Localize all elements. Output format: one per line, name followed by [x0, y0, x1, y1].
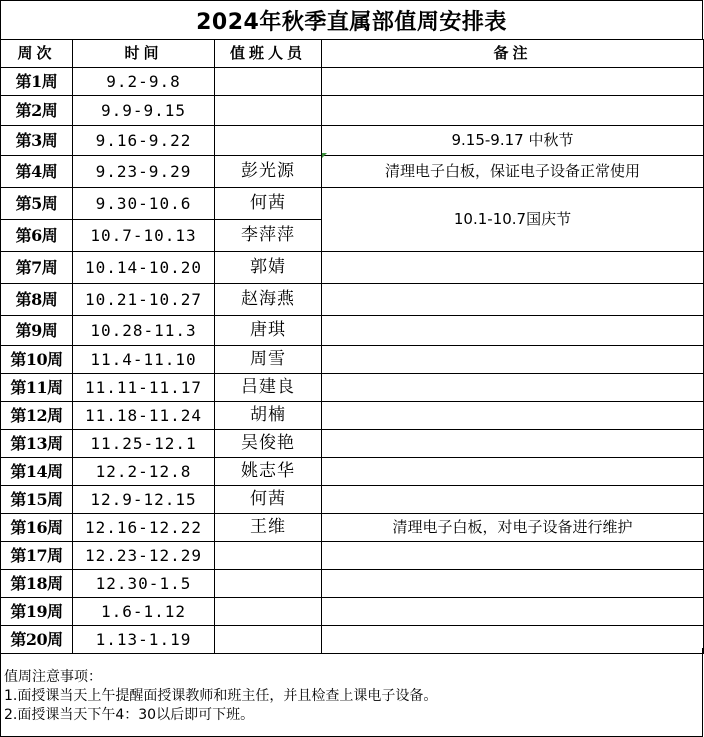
table-row	[1, 346, 704, 374]
table-row	[1, 374, 704, 402]
notes-item: 2.面授课当天下午4：30以后即可下班。	[4, 707, 255, 723]
staff-cell: 周雪	[215, 346, 322, 374]
staff-cell: 赵海燕	[215, 284, 322, 316]
staff-cell: 彭光源	[215, 156, 322, 188]
header-notes: 备注	[322, 40, 704, 68]
note-cell: 清理电子白板，保证电子设备正常使用	[322, 156, 704, 188]
duty-schedule-table	[0, 39, 704, 654]
week-cell: 第1周	[1, 68, 73, 96]
note-cell	[322, 284, 704, 316]
time-cell: 9.2-9.8	[73, 68, 215, 96]
time-cell: 1.6-1.12	[73, 598, 215, 626]
table-row	[1, 542, 704, 570]
staff-cell	[215, 68, 322, 96]
time-cell: 10.21-10.27	[73, 284, 215, 316]
table-row	[1, 316, 704, 346]
week-cell: 第12周	[1, 402, 73, 430]
note-cell	[322, 68, 704, 96]
staff-cell: 唐琪	[215, 316, 322, 346]
duty-notes	[0, 648, 703, 737]
week-cell: 第8周	[1, 284, 73, 316]
table-row	[1, 430, 704, 458]
week-cell: 第15周	[1, 486, 73, 514]
table-row	[1, 598, 704, 626]
time-cell: 12.23-12.29	[73, 542, 215, 570]
week-cell: 第5周	[1, 188, 73, 220]
header-time: 时间	[73, 40, 215, 68]
time-cell: 12.16-12.22	[73, 514, 215, 542]
staff-cell: 何茜	[215, 486, 322, 514]
time-cell: 1.13-1.19	[73, 626, 215, 654]
note-cell	[322, 346, 704, 374]
note-cell	[322, 430, 704, 458]
time-cell: 11.11-11.17	[73, 374, 215, 402]
week-cell: 第7周	[1, 252, 73, 284]
week-cell: 第4周	[1, 156, 73, 188]
header-staff: 值班人员	[215, 40, 322, 68]
table-row	[1, 570, 704, 598]
note-cell	[322, 316, 704, 346]
staff-cell: 吕建良	[215, 374, 322, 402]
week-cell: 第6周	[1, 220, 73, 252]
time-cell: 10.14-10.20	[73, 252, 215, 284]
table-row	[1, 96, 704, 126]
sheet-title: 2024年秋季直属部值周安排表	[0, 0, 703, 40]
time-cell: 11.25-12.1	[73, 430, 215, 458]
note-cell-merged: 10.1-10.7国庆节	[322, 188, 704, 252]
staff-cell: 李萍萍	[215, 220, 322, 252]
week-cell: 第18周	[1, 570, 73, 598]
week-cell: 第13周	[1, 430, 73, 458]
time-cell: 10.7-10.13	[73, 220, 215, 252]
week-cell: 第16周	[1, 514, 73, 542]
time-cell: 9.30-10.6	[73, 188, 215, 220]
staff-cell	[215, 126, 322, 156]
table-row	[1, 252, 704, 284]
week-cell: 第17周	[1, 542, 73, 570]
note-cell	[322, 598, 704, 626]
time-cell: 12.30-1.5	[73, 570, 215, 598]
note-cell	[322, 542, 704, 570]
table-row	[1, 156, 704, 188]
week-cell: 第2周	[1, 96, 73, 126]
table-row	[1, 402, 704, 430]
table-row	[1, 486, 704, 514]
week-cell: 第19周	[1, 598, 73, 626]
week-cell: 第9周	[1, 316, 73, 346]
staff-cell: 姚志华	[215, 458, 322, 486]
note-cell	[322, 486, 704, 514]
note-cell	[322, 402, 704, 430]
time-cell: 12.9-12.15	[73, 486, 215, 514]
staff-cell: 王维	[215, 514, 322, 542]
notes-item: 1.面授课当天上午提醒面授课教师和班主任，并且检查上课电子设备。	[4, 688, 438, 704]
header-week: 周次	[1, 40, 73, 68]
cell-comment-marker	[322, 153, 327, 158]
time-cell: 9.9-9.15	[73, 96, 215, 126]
note-cell	[322, 252, 704, 284]
note-cell	[322, 570, 704, 598]
table-row	[1, 458, 704, 486]
staff-cell: 吴俊艳	[215, 430, 322, 458]
note-cell	[322, 96, 704, 126]
table-row	[1, 68, 704, 96]
time-cell: 10.28-11.3	[73, 316, 215, 346]
note-cell	[322, 374, 704, 402]
time-cell: 9.23-9.29	[73, 156, 215, 188]
staff-cell: 何茜	[215, 188, 322, 220]
time-cell: 11.18-11.24	[73, 402, 215, 430]
table-row	[1, 188, 704, 220]
table-row	[1, 284, 704, 316]
week-cell: 第11周	[1, 374, 73, 402]
staff-cell: 胡楠	[215, 402, 322, 430]
staff-cell	[215, 542, 322, 570]
table-row	[1, 126, 704, 156]
staff-cell: 郭婧	[215, 252, 322, 284]
week-cell: 第14周	[1, 458, 73, 486]
time-cell: 12.2-12.8	[73, 458, 215, 486]
time-cell: 11.4-11.10	[73, 346, 215, 374]
week-cell: 第3周	[1, 126, 73, 156]
staff-cell	[215, 570, 322, 598]
note-cell: 清理电子白板，对电子设备进行维护	[322, 514, 704, 542]
notes-heading: 值周注意事项：	[4, 669, 102, 685]
table-row	[1, 514, 704, 542]
staff-cell	[215, 96, 322, 126]
note-cell: 9.15-9.17 中秋节	[322, 126, 704, 156]
time-cell: 9.16-9.22	[73, 126, 215, 156]
week-cell: 第10周	[1, 346, 73, 374]
staff-cell	[215, 598, 322, 626]
week-cell: 第20周	[1, 626, 73, 654]
note-cell	[322, 458, 704, 486]
